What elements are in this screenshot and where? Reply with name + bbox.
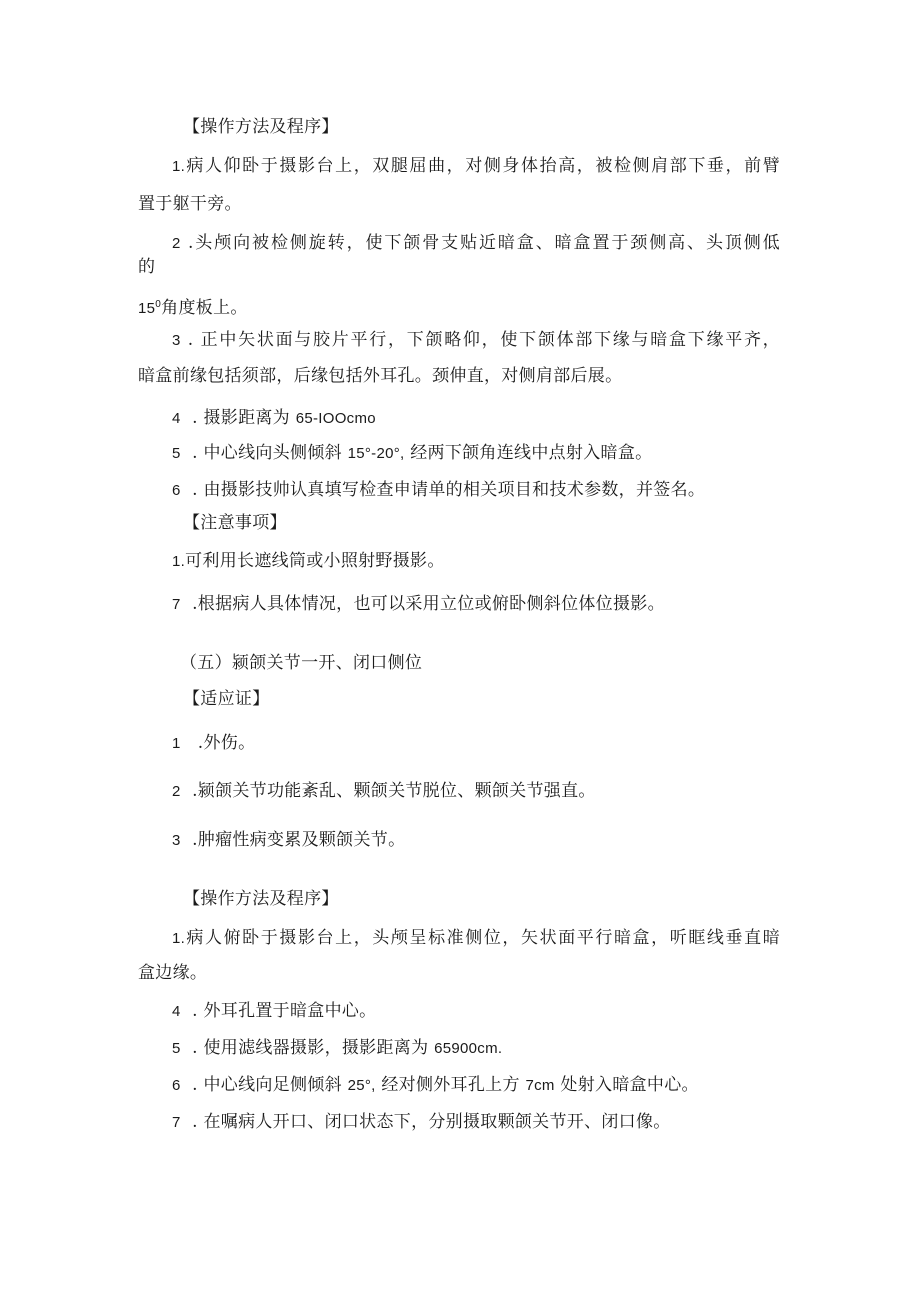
item-text: .外伤。 [197,733,256,753]
notes-item-2 [172,593,665,616]
procedure-item-5 [172,442,652,465]
indications-item-3 [172,829,405,852]
item-number: 5 [172,1040,181,1057]
item-number: 6 [172,482,181,499]
procedure-item-2-line-1 [172,232,780,255]
item-text: . 外耳孔置于暗盒中心。 [192,1001,377,1021]
angle-value: 25°, [347,1077,376,1094]
item-number: 1. [172,930,186,947]
distance-value: 65900cm. [434,1040,503,1057]
item-text: .根据病人具体情况，也可以采用立位或俯卧侧斜位体位摄影。 [192,594,665,614]
procedure-item-3-line-2: 暗盒前缘包括须部，后缘包括外耳孔。颈伸直，对侧肩部后展。 [138,366,623,386]
item-text: 经对侧外耳孔上方 [375,1075,526,1095]
item-text: . 由摄影技帅认真填写检查申请单的相关项目和技术参数，并签名。 [192,480,706,500]
procedure2-item-4 [172,1074,699,1097]
item-text: .颍颌关节功能紊乱、颗颌关节脱位、颗颌关节强直。 [192,781,596,801]
section-heading-procedure-2: 【操作方法及程序】 [183,889,339,909]
section-heading-indications: 【适应证】 [183,689,270,709]
procedure2-item-5 [172,1111,671,1134]
offset-value: 7cm [525,1077,555,1094]
indications-item-1 [172,732,255,755]
procedure2-item-2 [172,1000,377,1023]
procedure-item-4 [172,407,376,430]
item-text: . 摄影距离为 [192,408,296,428]
item-number: 6 [172,1077,181,1094]
item-number: 1 [172,735,181,752]
procedure-item-1-line-2: 置于躯干旁。 [138,194,242,214]
degree-superscript: 0 [155,299,162,310]
item-text: 经两下颌角连线中点射入暗盒。 [404,443,653,463]
item-number: 7 [172,596,181,613]
section-heading-notes: 【注意事项】 [183,513,287,533]
item-number: 3 [172,832,181,849]
item-text: 病人仰卧于摄影台上，双腿屈曲，对侧身体抬高，被检侧肩部下垂，前臂 [185,156,780,176]
item-text: .头颅向被检侧旋转，使下颌骨支贴近暗盒、暗盒置于颈侧高、头顶侧低 [187,233,780,253]
item-number: 2 [172,235,181,252]
item-number: 4 [172,410,181,427]
item-text: . 在嘱病人开口、闭口状态下，分别摄取颗颌关节开、闭口像。 [192,1112,671,1132]
angle-value: 15 [138,300,156,317]
section-heading-procedure: 【操作方法及程序】 [183,117,339,137]
item-number: 4 [172,1003,181,1020]
procedure-item-6 [172,479,705,502]
item-text: 病人俯卧于摄影台上，头颅呈标准侧位，矢状面平行暗盒，听眶线垂直暗 [185,928,780,948]
procedure2-item-1-line-1 [172,927,780,950]
notes-item-1 [172,550,445,573]
item-number: 1. [172,553,186,570]
indications-item-2 [172,780,596,803]
procedure2-item-3 [172,1037,502,1060]
distance-value: 65-IOOcmo [295,410,376,427]
part-title: （五）颍颌关节一开、闭口侧位 [180,653,423,673]
item-text: . 中心线向头侧倾斜 [192,443,348,463]
item-text: . 使用滤线器摄影，摄影距离为 [192,1038,435,1058]
item-text: .肿瘤性病变累及颗颌关节。 [192,830,406,850]
item-number: 5 [172,445,181,462]
procedure-item-1-line-1 [172,155,780,178]
item-number: 3 [172,332,181,349]
item-text: . 正中矢状面与胶片平行，下颌略仰，使下颌体部下缘与暗盒下缘平齐， [187,330,780,350]
item-number: 1. [172,158,186,175]
angle-range-value: 15°-20°, [347,445,405,462]
item-text: 处射入暗盒中心。 [554,1075,699,1095]
item-text: . 中心线向足侧倾斜 [192,1075,348,1095]
item-text: 可利用长遮线筒或小照射野摄影。 [185,551,445,571]
procedure2-item-1-line-2: 盒边缘。 [138,963,208,983]
item-number: 2 [172,783,181,800]
procedure-item-3-line-1 [172,329,780,352]
item-number: 7 [172,1114,181,1131]
procedure-item-2-line-3 [138,294,248,320]
item-text: 角度板上。 [161,298,248,318]
procedure-item-2-line-2: 的 [138,257,156,277]
